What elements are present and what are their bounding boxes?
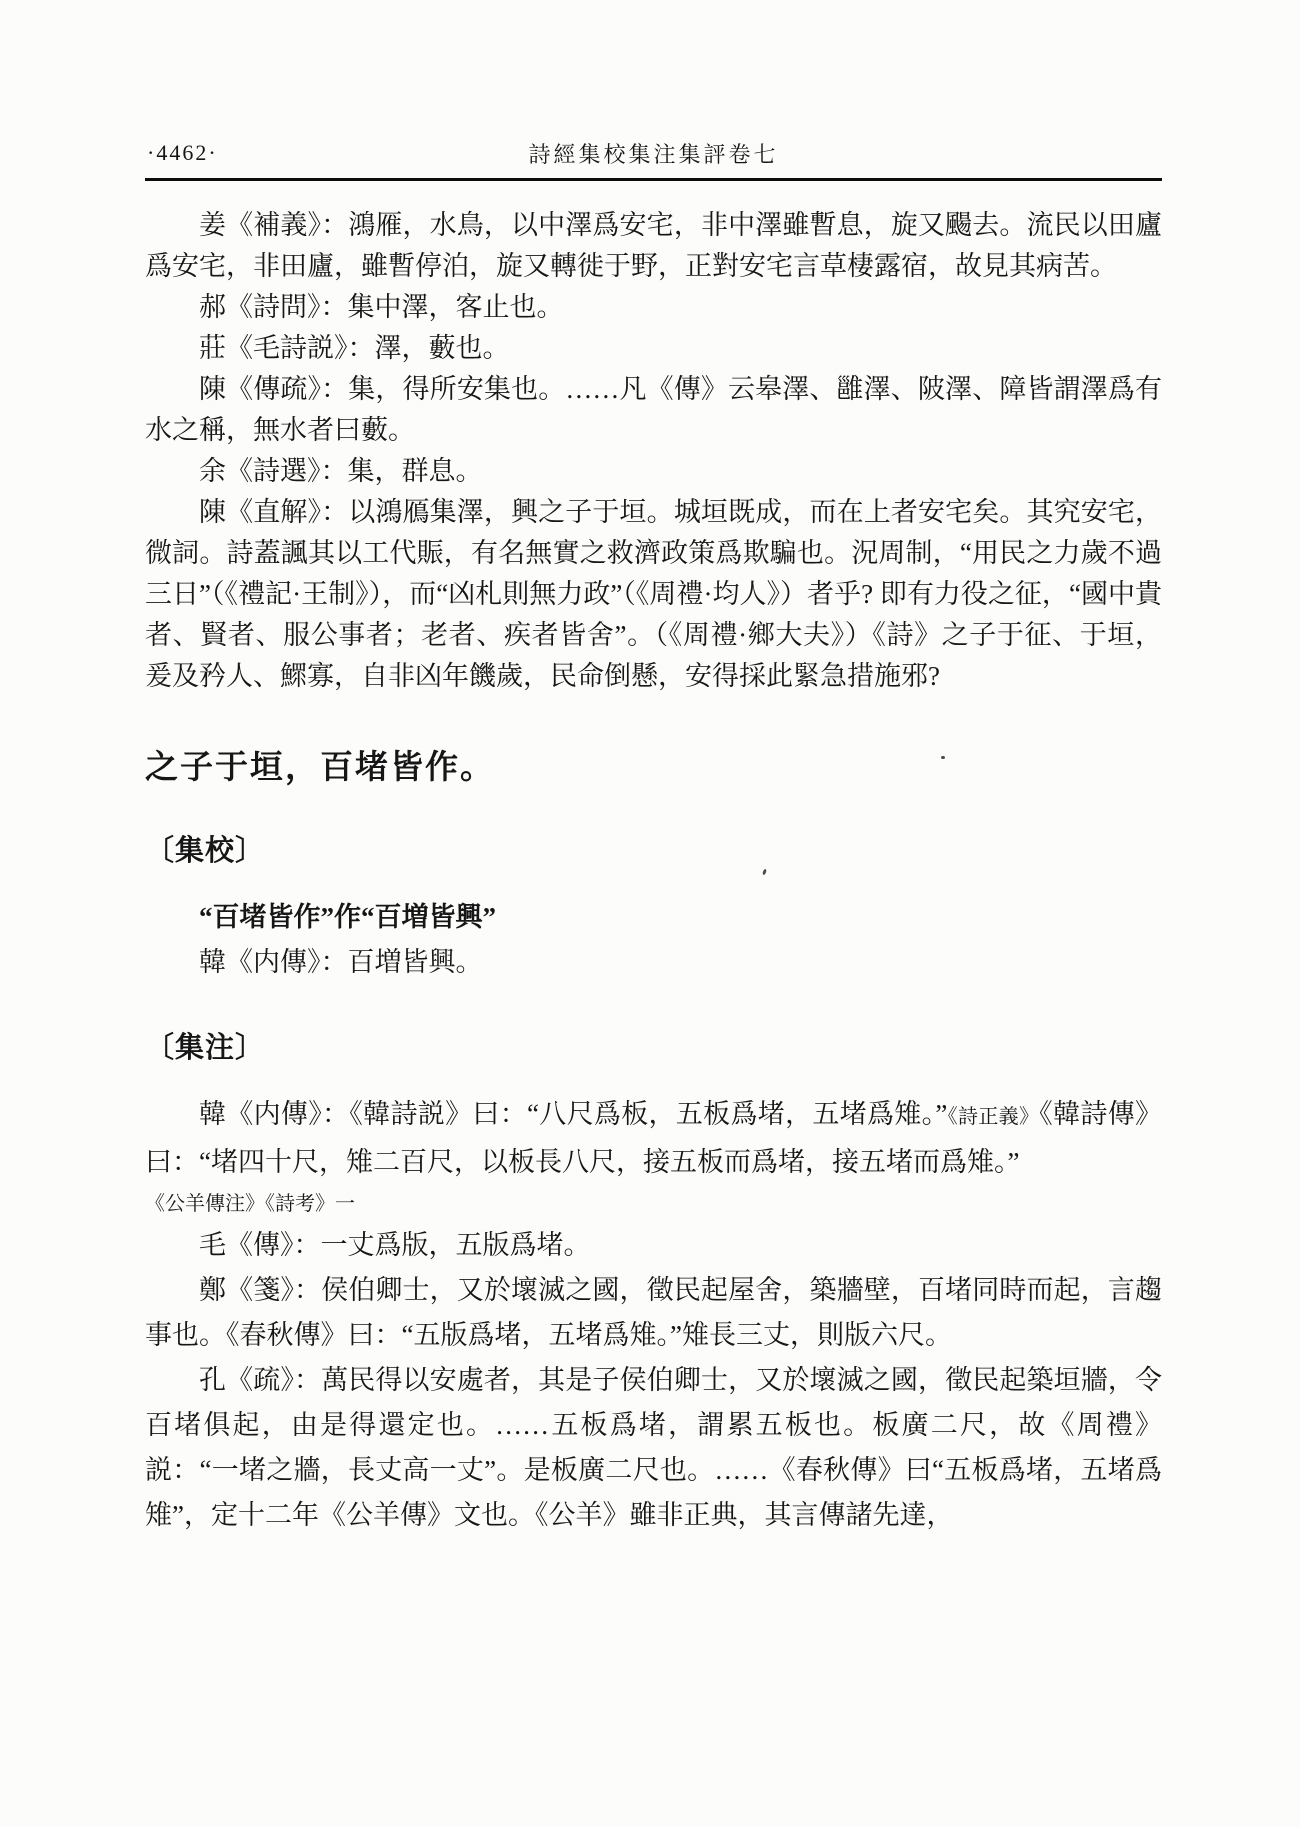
running-title: 詩經集校集注集評卷七 — [528, 142, 779, 167]
jixiao-variant-line: “百堵皆作”作“百増皆興” — [199, 902, 496, 932]
paragraph-yu-shixuan: 余《詩選》：集，群息。 — [199, 456, 483, 486]
section-label-jixiao: 〔集校〕 — [145, 835, 266, 867]
text-column — [145, 138, 1162, 1538]
page-number: ·4462· — [147, 140, 218, 165]
jizhu-entry-kong-shu: 孔《疏》：萬民得以安處者，其是子侯伯卿士，又於壞滅之國，徵民起築垣牆，令百堵俱起，由是得還定也。……五板爲堵，謂累五板也。板廣二尺，故《周禮》説：“一堵之牆，長丈高一丈”。是板廣二尺也。……《春秋傳》曰“五板爲堵，五堵爲雉”，定十二年《公羊傳》文也。《公羊》雖非正典，其言傳諸先達， — [145, 1365, 1162, 1530]
han-source-gongyang-shikao: 《公羊傳注》《詩考》一 — [145, 1193, 355, 1215]
jizhu-section — [145, 1092, 1162, 1538]
jizhu-entry-mao-chuan: 毛《傳》：一丈爲版，五版爲堵。 — [199, 1230, 591, 1260]
paragraph-chen-zhijie: 陳《直解》：以鴻鴈集澤，興之子于垣。城垣既成，而在上者安宅矣。其究安宅，微詞。詩蓋諷其以工代賑，有名無實之救濟政策爲欺騙也。況周制，“用民之力歲不過三日”（《禮記·王制》），而“凶札則無力政”（《周禮·均人》）者乎? 即有力役之征，“國中貴者、賢者、服公事者；老者、疾者皆舍”。（《周禮·鄉大夫》）《詩》之子于征、于垣，爰及矜人、鰥寡，自非凶年饑歲，民命倒懸，安得採此緊急措施邪? — [145, 497, 1162, 691]
jixiao-entry-han-neichuan: 韓《内傳》：百増皆興。 — [199, 947, 483, 977]
han-quote-hanshichuan: 《韓詩傳》曰：“堵四十尺，雉二百尺，以板長八尺，接五板而爲堵，接五堵而爲雉。” — [145, 1099, 1163, 1177]
han-source-shizhengyi: 《詩正義》 — [947, 1106, 1040, 1128]
paragraph-hao-shiwen: 郝《詩問》：集中澤，客止也。 — [199, 292, 564, 322]
paragraph-zhuang-maoshishuo: 莊《毛詩説》：澤，藪也。 — [199, 333, 510, 363]
jizhu-entry-zheng-jian: 鄭《箋》：侯伯卿士，又於壞滅之國，徵民起屋舍，築牆壁，百堵同時而起，言趨事也。《春秋傳》曰：“五版爲堵，五堵爲雉。”雉長三丈，則版六尺。 — [145, 1275, 1162, 1350]
paragraph-chen-chuanshu: 陳《傳疏》：集，得所安集也。……凡《傳》云皋澤、雝澤、陂澤、障皆謂澤爲有水之稱，無水者曰藪。 — [145, 374, 1162, 445]
section-label-jizhu: 〔集注〕 — [145, 1032, 266, 1064]
han-quote-hanshishuo: 韓《内傳》：《韓詩説》曰：“八尺爲板，五板爲堵，五堵爲雉。” — [199, 1099, 948, 1129]
jizhu-entry-han-neichuan — [145, 1092, 1162, 1185]
header-rule — [145, 178, 1162, 181]
page-header — [145, 138, 1162, 172]
commentary-body — [145, 205, 1162, 697]
paragraph-jiang-buyi: 姜《補義》：鴻雁，水鳥，以中澤爲安宅，非中澤雖暫息，旋又颺去。流民以田廬爲安宅，非田廬，雖暫停泊，旋又轉徙于野，正對安宅言草棲露宿，故見其病苦。 — [145, 210, 1162, 281]
verse-heading: 之子于垣，百堵皆作。 — [145, 750, 495, 786]
jixiao-section — [145, 895, 1162, 985]
